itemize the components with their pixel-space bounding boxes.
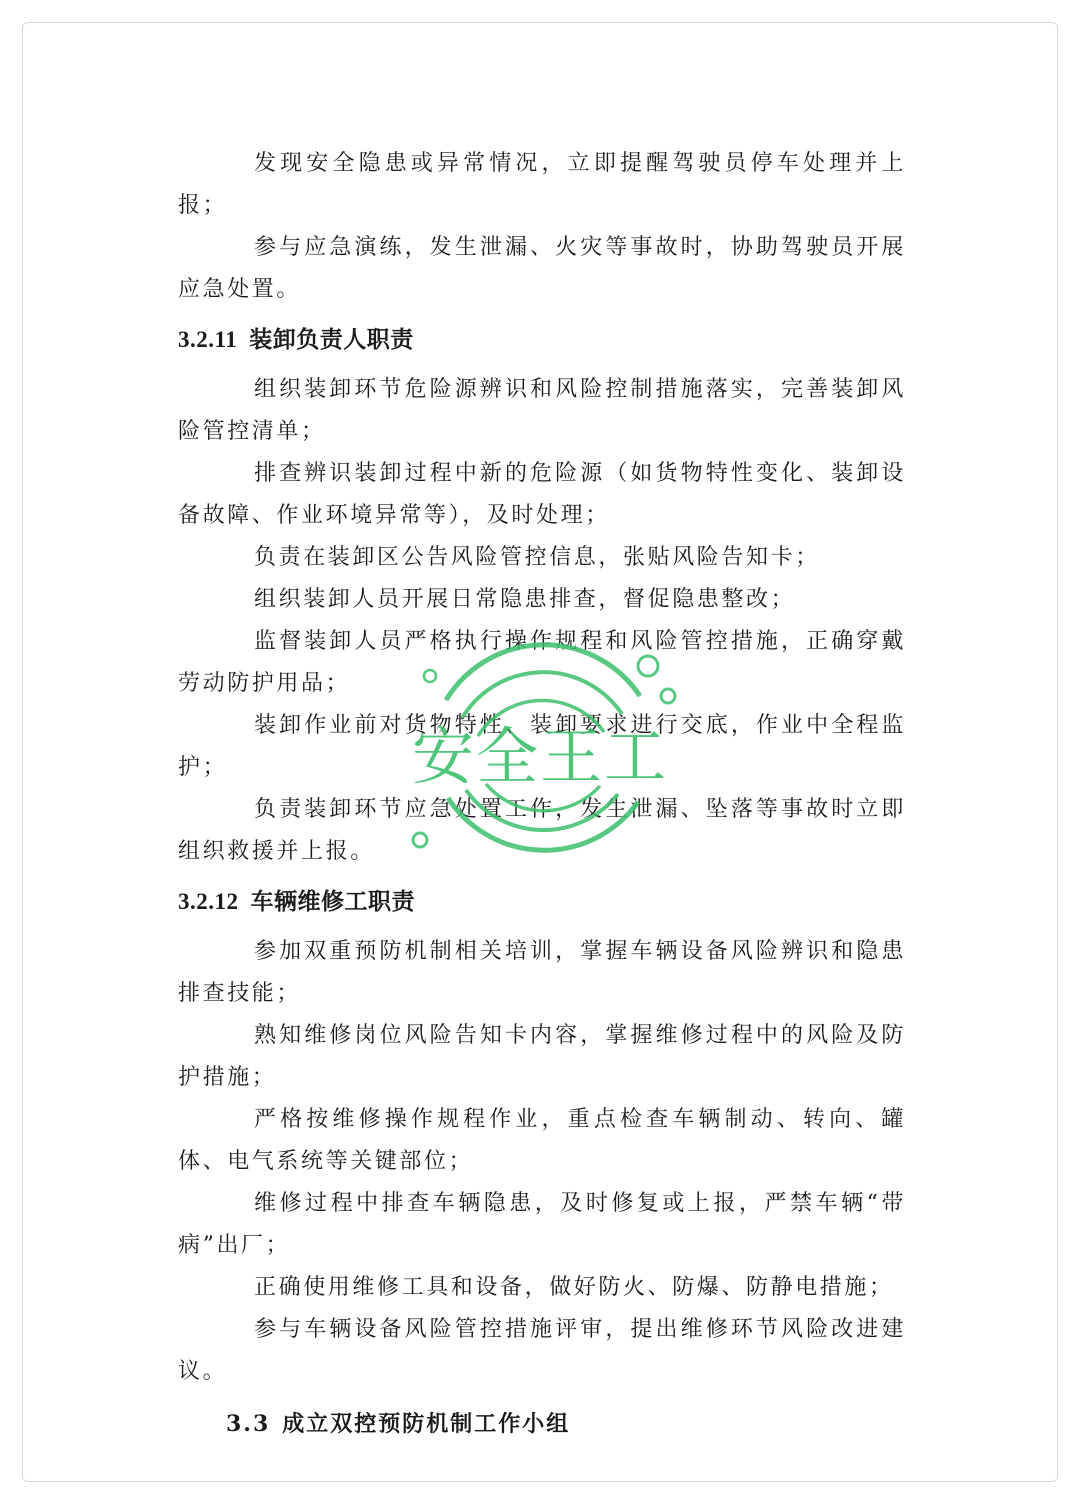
section-heading-3-3: [226, 1403, 906, 1445]
paragraph: 参加双重预防机制相关培训，掌握车辆设备风险辨识和隐患排查技能；: [178, 939, 906, 1006]
paragraph: 严格按维修操作规程作业，重点检查车辆制动、转向、罐体、电气系统等关键部位；: [178, 1107, 906, 1174]
section-title: 车辆维修工职责: [250, 888, 415, 915]
document-body: [178, 143, 906, 1445]
paragraph: 组织装卸人员开展日常隐患排查，督促隐患整改；: [254, 587, 796, 612]
paragraph: 装卸作业前对货物特性、装卸要求进行交底，作业中全程监护；: [178, 713, 906, 780]
paragraph: 监督装卸人员严格执行操作规程和风险管控措施，正确穿戴劳动防护用品；: [178, 629, 906, 696]
section-heading-3-2-12: [178, 881, 906, 923]
paragraph: 发现安全隐患或异常情况，立即提醒驾驶员停车处理并上报；: [178, 151, 906, 218]
section-title: 装卸负责人职责: [249, 326, 414, 353]
paragraph: 组织装卸环节危险源辨识和风险控制措施落实，完善装卸风险管控清单；: [178, 377, 906, 444]
paragraph: 正确使用维修工具和设备，做好防火、防爆、防静电措施；: [254, 1275, 894, 1300]
paragraph: 熟知维修岗位风险告知卡内容，掌握维修过程中的风险及防护措施；: [178, 1023, 906, 1090]
paragraph: 参与应急演练，发生泄漏、火灾等事故时，协助驾驶员开展应急处置。: [178, 235, 906, 302]
section-number: 3.2.11: [178, 327, 238, 352]
section-number: 3.3: [226, 1411, 271, 1437]
paragraph: 负责在装卸区公告风险管控信息，张贴风险告知卡；: [254, 545, 820, 570]
section-heading-3-2-11: [178, 319, 906, 361]
watermark-text: 安全王工: [411, 720, 669, 793]
paragraph: 维修过程中排查车辆隐患，及时修复或上报，严禁车辆“带病”出厂；: [178, 1191, 906, 1258]
paragraph: 排查辨识装卸过程中新的危险源（如货物特性变化、装卸设备故障、作业环境异常等），及时处理；: [178, 461, 906, 528]
section-title: 成立双控预防机制工作小组: [282, 1411, 571, 1437]
paragraph: 负责装卸环节应急处置工作，发生泄漏、坠落等事故时立即组织救援并上报。: [178, 797, 906, 864]
section-number: 3.2.12: [178, 889, 239, 914]
paragraph: 参与车辆设备风险管控措施评审，提出维修环节风险改进建议。: [178, 1317, 906, 1384]
